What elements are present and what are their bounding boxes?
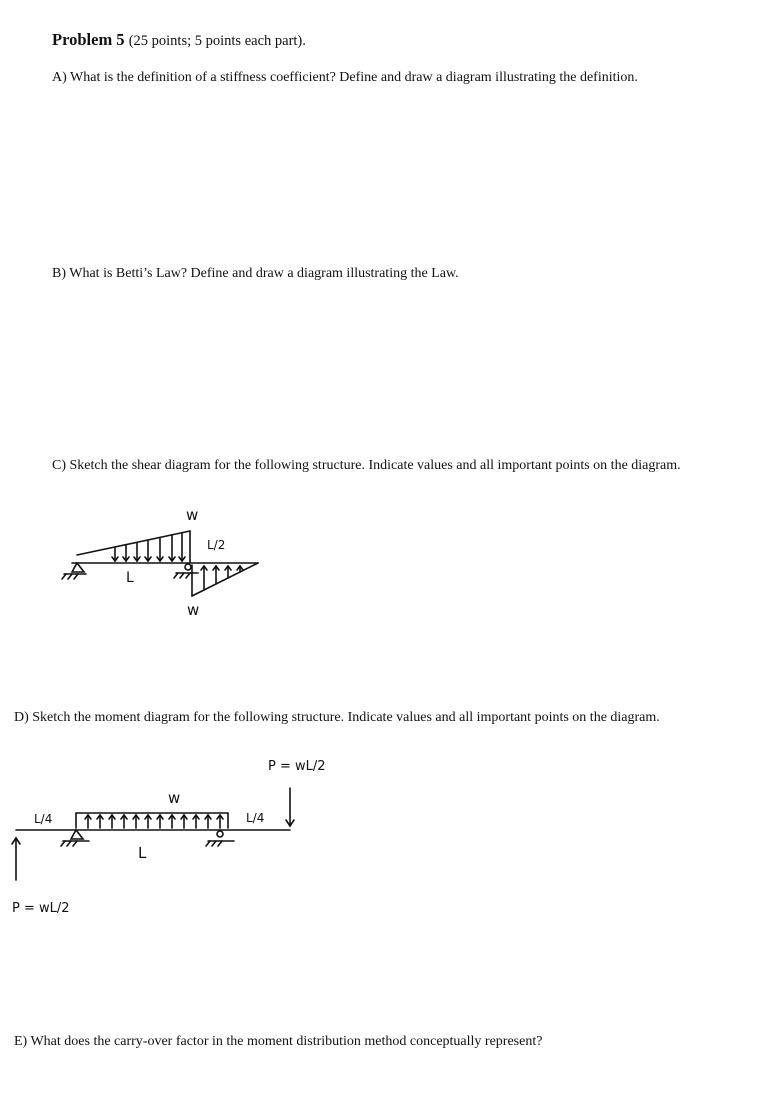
figure-c-overhang-label: L/2 [207, 538, 226, 552]
figure-d-left-load-label: P = wL/2 [12, 901, 70, 916]
uniform-load-upward [76, 813, 228, 828]
problem-points: (25 points; 5 points each part). [128, 33, 306, 49]
question-a: A) What is the definition of a stiffness coefficient? Define and draw a diagram illustrating the definition. [52, 70, 638, 85]
problem-title: Problem 5 [52, 30, 125, 49]
figure-d-right-load-label: P = wL/2 [268, 759, 326, 774]
left-point-load-arrow [12, 838, 20, 880]
question-d: D) Sketch the moment diagram for the following structure. Indicate values and all important points on the diagram. [14, 710, 660, 725]
left-pin-support-d [61, 830, 89, 846]
figure-d-span-label: L [138, 844, 147, 862]
question-b: B) What is Betti’s Law? Define and draw a diagram illustrating the Law. [52, 266, 459, 281]
figure-d-load-label: w [168, 789, 181, 807]
figure-d-right-overhang-label: L/4 [246, 811, 265, 825]
figure-c-load-top-label: w [186, 506, 199, 524]
right-point-load-arrow [286, 788, 294, 826]
figure-c-load-bottom-label: w [187, 601, 200, 619]
figure-c-span-label: L [126, 570, 134, 586]
right-roller-support-d [206, 831, 234, 846]
figure-d-left-overhang-label: L/4 [34, 812, 53, 826]
question-c: C) Sketch the shear diagram for the following structure. Indicate values and all important points on the diagram. [52, 458, 681, 473]
question-e: E) What does the carry-over factor in the moment distribution method conceptually represent? [14, 1034, 543, 1049]
